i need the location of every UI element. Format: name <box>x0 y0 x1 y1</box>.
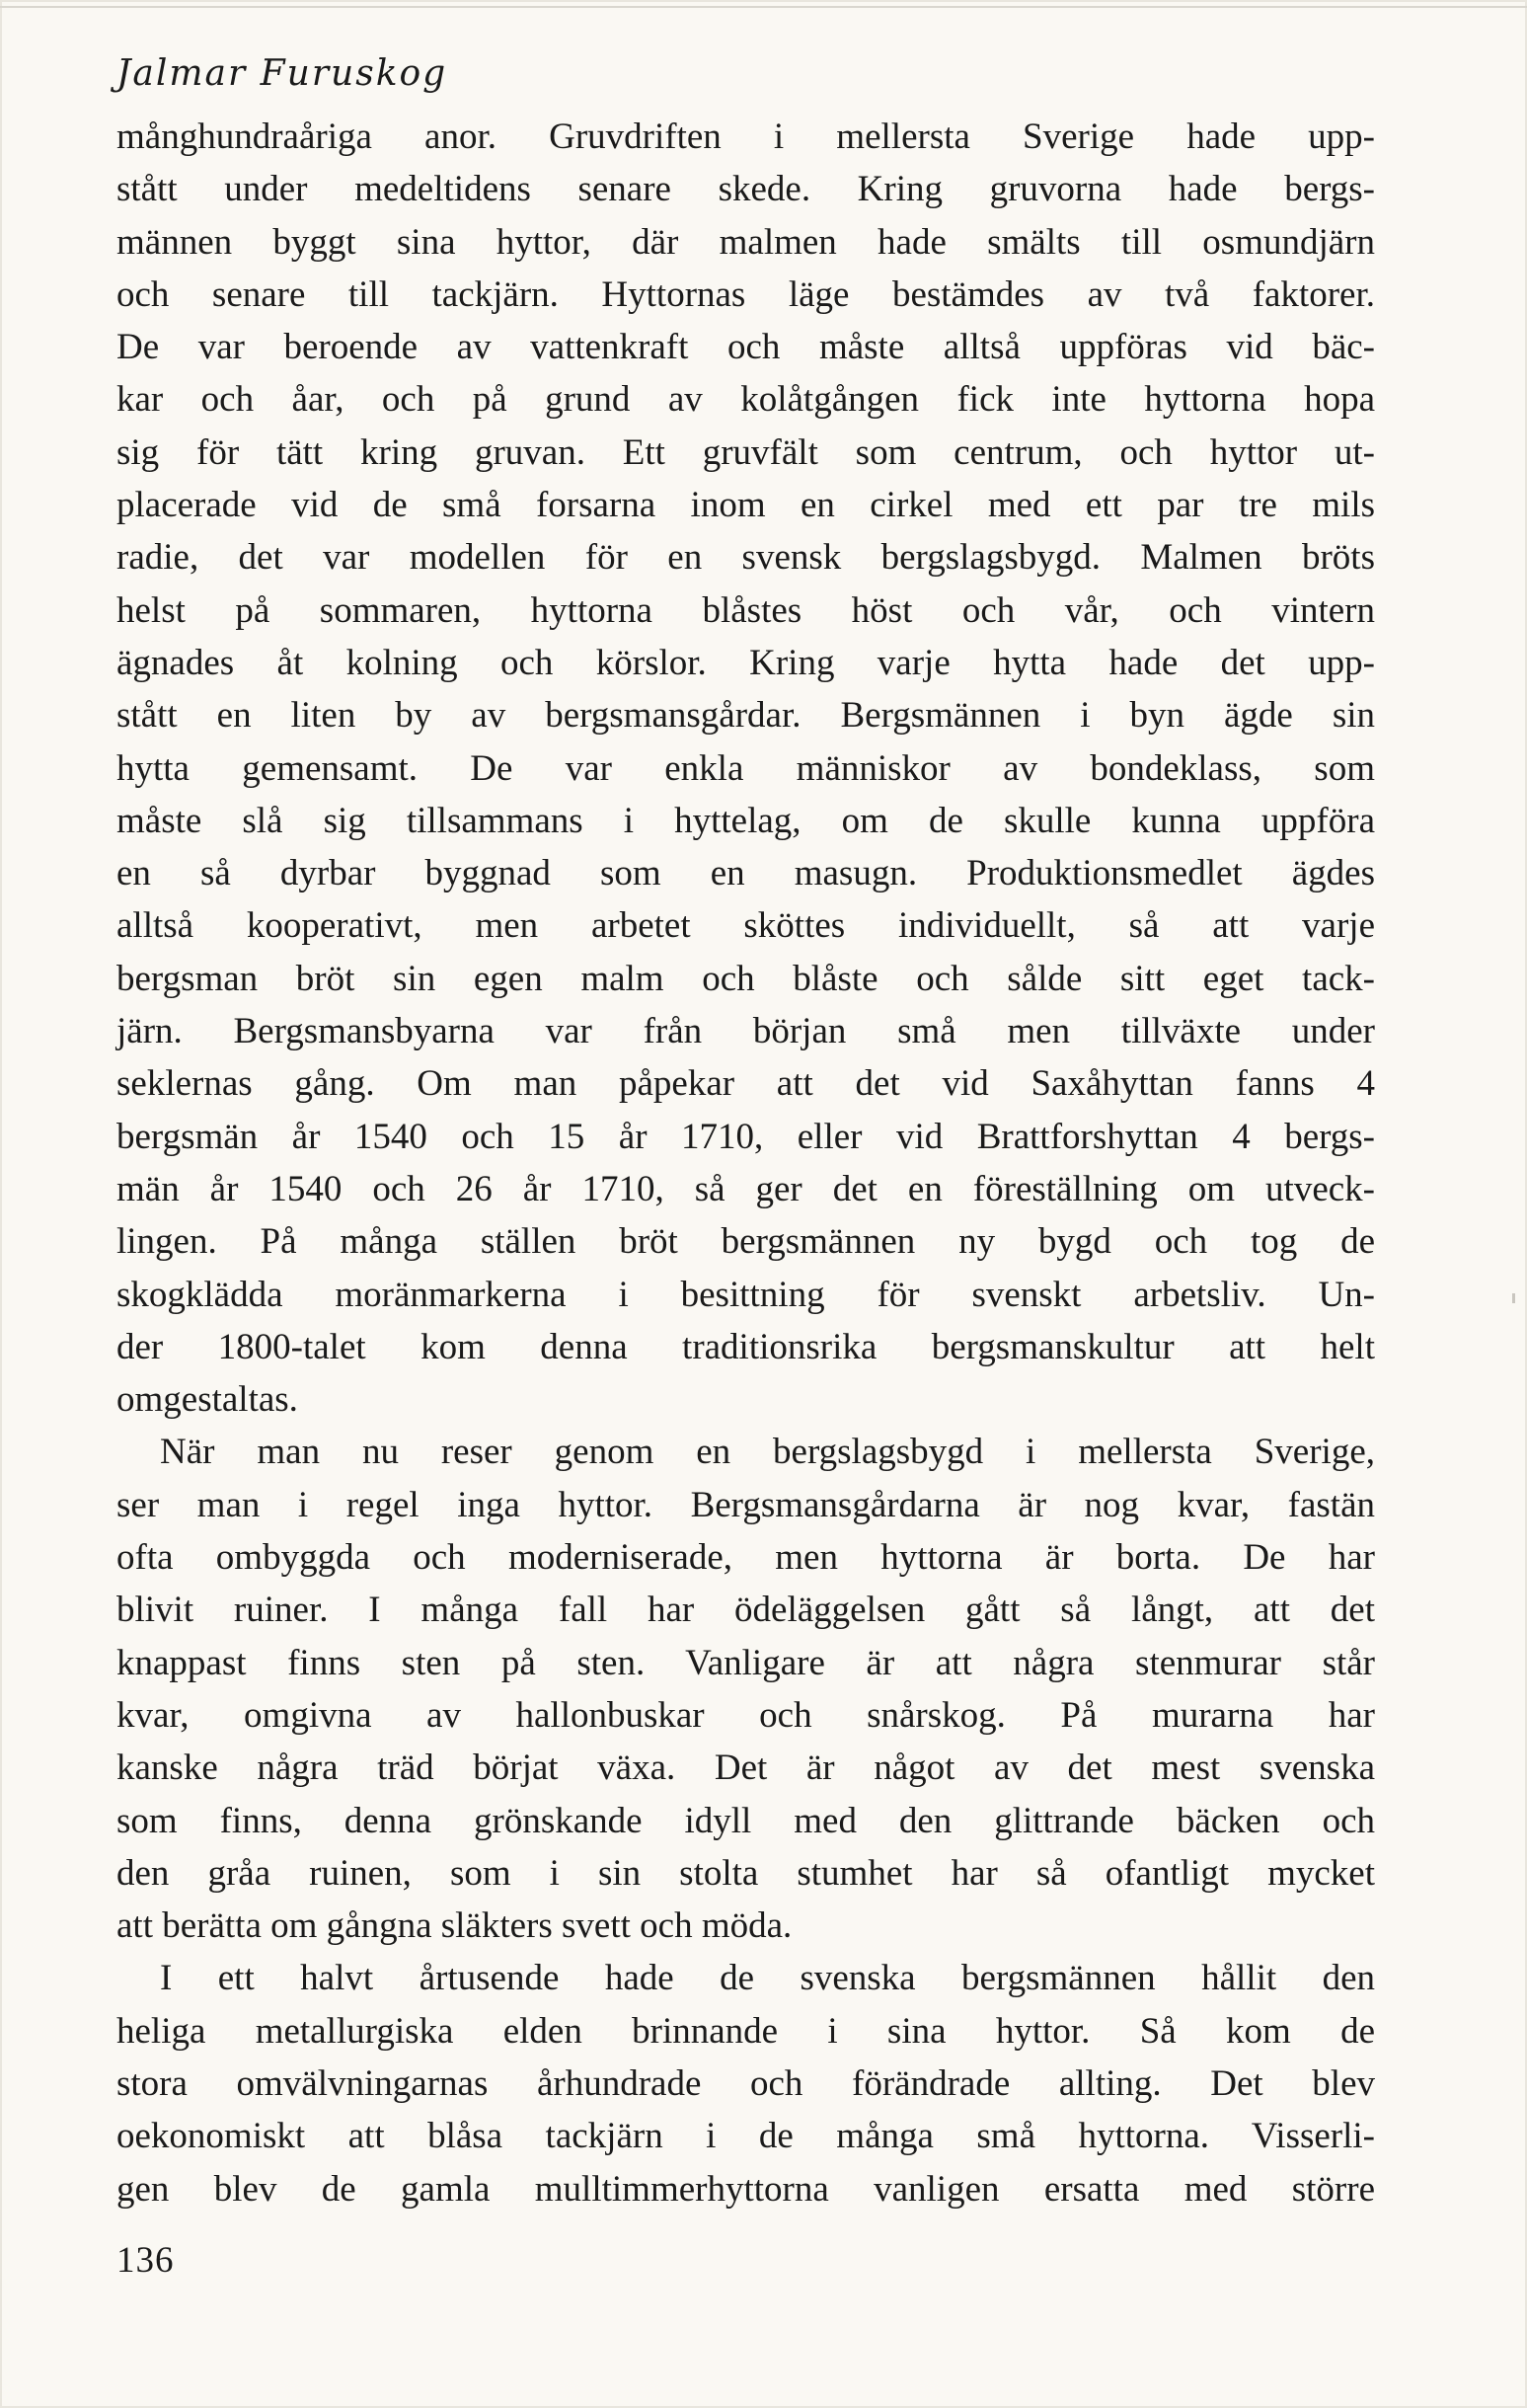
text-line: sig för tätt kring gruvan. Ett gruvfält som centrum, och hyttor ut- <box>116 431 1375 473</box>
paragraph <box>116 111 1375 1426</box>
text-line: den gråa ruinen, som i sin stolta stumhet har så ofantligt mycket <box>116 1852 1375 1894</box>
text-line: män år 1540 och 26 år 1710, så ger det en föreställning om utveck- <box>116 1168 1375 1209</box>
text-line: som finns, denna grönskande idyll med den glittrande bäcken och <box>116 1800 1375 1841</box>
text-line: knappast finns sten på sten. Vanligare är att några stenmurar står <box>116 1642 1375 1683</box>
text-line: När man nu reser genom en bergslagsbygd i mellersta Sverige, <box>160 1432 1375 1473</box>
text-line: ofta ombyggda och moderniserade, men hyttorna är borta. De har <box>116 1537 1375 1579</box>
text-line: De var beroende av vattenkraft och måste alltså uppföras vid bäc- <box>116 327 1375 368</box>
page-number: 136 <box>116 2240 175 2281</box>
text-line: och senare till tackjärn. Hyttornas läge bestämdes av två faktorer. <box>116 273 1375 315</box>
text-line: skogklädda moränmarkerna i besittning för svenskt arbetsliv. Un- <box>116 1274 1375 1315</box>
text-line: kvar, omgivna av hallonbuskar och snårskog. På murarna har <box>116 1694 1375 1736</box>
text-line: ser man i regel inga hyttor. Bergsmansgårdarna är nog kvar, fastän <box>116 1484 1375 1525</box>
text-line: radie, det var modellen för en svensk bergslagsbygd. Malmen bröts <box>116 537 1375 579</box>
text-line: järn. Bergsmansbyarna var från början små men tillväxte under <box>116 1011 1375 1052</box>
text-line: blivit ruiner. I många fall har ödeläggelsen gått så långt, att det <box>116 1590 1375 1631</box>
page-top-edge <box>0 6 1527 8</box>
text-line: en så dyrbar byggnad som en masugn. Produktionsmedlet ägdes <box>116 853 1375 894</box>
text-line: hytta gemensamt. De var enkla människor av bondeklass, som <box>116 747 1375 789</box>
text-line: stora omvälvningarnas århundrade och förändrade allting. Det blev <box>116 2062 1375 2104</box>
paragraph <box>116 1952 1375 2214</box>
text-line: måste slå sig tillsammans i hyttelag, om de skulle kunna uppföra <box>116 800 1375 841</box>
text-line: I ett halvt årtusende hade de svenska bergsmännen hållit den <box>160 1958 1375 1999</box>
text-line: der 1800-talet kom denna traditionsrika bergsmanskultur att helt <box>116 1326 1375 1367</box>
text-line: stått under medeltidens senare skede. Kring gruvorna hade bergs- <box>116 169 1375 210</box>
paragraph <box>116 1426 1375 1952</box>
text-line: kar och åar, och på grund av kolåtgången fick inte hyttorna hopa <box>116 379 1375 421</box>
text-line: helst på sommaren, hyttorna blåstes höst och vår, och vintern <box>116 589 1375 631</box>
text-line: att berätta om gångna släkters svett och möda. <box>116 1905 793 1947</box>
text-line: bergsman bröt sin egen malm och blåste och sålde sitt eget tack- <box>116 958 1375 999</box>
text-line: omgestaltas. <box>116 1379 298 1421</box>
text-line: stått en liten by av bergsmansgårdar. Bergsmännen i byn ägde sin <box>116 695 1375 737</box>
body-text <box>116 111 1375 2215</box>
text-line: placerade vid de små forsarna inom en cirkel med ett par tre mils <box>116 485 1375 526</box>
text-line: lingen. På många ställen bröt bergsmännen ny bygd och tog de <box>116 1221 1375 1263</box>
text-line: gen blev de gamla mulltimmerhyttorna vanligen ersatta med större <box>116 2168 1375 2210</box>
text-line: heliga metallurgiska elden brinnande i sina hyttor. Så kom de <box>116 2010 1375 2052</box>
text-line: oekonomiskt att blåsa tackjärn i de många små hyttorna. Visserli- <box>116 2116 1375 2157</box>
text-line: seklernas gång. Om man påpekar att det vid Saxåhyttan fanns 4 <box>116 1063 1375 1105</box>
running-head: Jalmar Furuskog <box>116 53 448 94</box>
text-line: männen byggt sina hyttor, där malmen hade smälts till osmundjärn <box>116 221 1375 263</box>
text-line: alltså kooperativt, men arbetet sköttes individuellt, så att varje <box>116 905 1375 947</box>
text-line: kanske några träd börjat växa. Det är något av det mest svenska <box>116 1748 1375 1789</box>
text-line: bergsmän år 1540 och 15 år 1710, eller vid Brattforshyttan 4 bergs- <box>116 1116 1375 1157</box>
text-line: månghundraåriga anor. Gruvdriften i mellersta Sverige hade upp- <box>116 117 1375 157</box>
text-line: ägnades åt kolning och körslor. Kring varje hytta hade det upp- <box>116 642 1375 683</box>
margin-mark <box>1512 1293 1515 1303</box>
